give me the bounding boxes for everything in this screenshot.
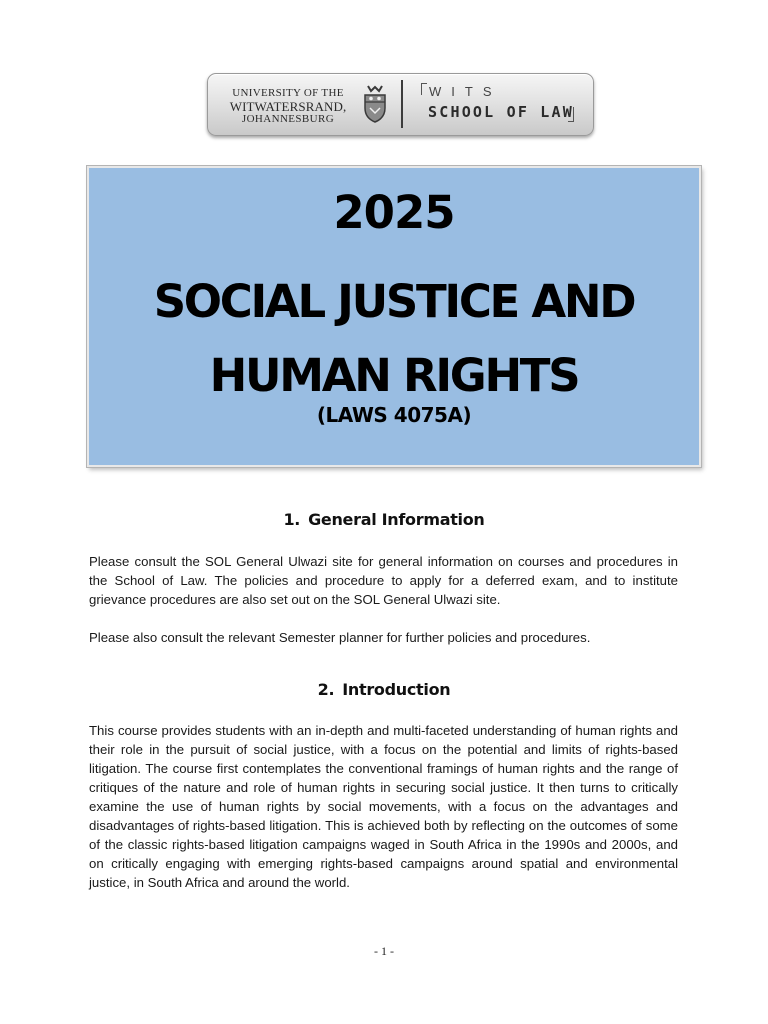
university-name-line1: UNIVERSITY OF THE [232, 87, 344, 99]
school-of-law-wordmark: SCHOOL OF LAW [428, 103, 574, 121]
university-name-line2: WITWATERSRAND, [229, 99, 347, 114]
university-logo-banner [207, 73, 594, 136]
section-title: Introduction [342, 680, 451, 699]
paragraph-introduction: This course provides students with an in-depth and multi-faceted understanding of human rights and their role in the pursuit of social justice, with a focus on the potential and limits of rights-based litigation. The course first contemplates the conventional framings of human rights and the range of critiques of the nature and role of human rights in securing social justice. It then turns to critically examine the use of human rights by social movements, with a focus on the advantages and disadvantages of rights-based litigation. This is achieved both by reflecting on the outcomes of some of the classic rights-based litigation campaigns waged in South Africa in the 1990s and 2000s, and on critically engaging with emerging rights-based campaigns around spatial and environmental justice, in South Africa and around the world. [89, 723, 678, 890]
page-number: - 1 - [374, 944, 394, 958]
university-name-line3: JOHANNESBURG [241, 113, 335, 125]
course-code: (LAWS 4075A) [316, 403, 472, 427]
paragraph-general-info: Please consult the SOL General Ulwazi site for general information on courses and procedures in the School of Law. The policies and procedure to apply for a deferred exam, and to institute grievance procedures are also set out on the SOL General Ulwazi site. [89, 554, 678, 607]
course-year: 2025 [333, 186, 455, 239]
university-name [214, 88, 362, 125]
logo-bracket-right [568, 107, 574, 122]
wits-wordmark: WITS [429, 84, 502, 99]
section-number: 1. [283, 510, 301, 529]
section-heading-introduction [0, 682, 768, 698]
course-title-line1: SOCIAL JUSTICE AND [153, 275, 635, 328]
section-number: 2. [317, 680, 335, 699]
course-title [89, 265, 699, 413]
paragraph-semester-planner: Please also consult the relevant Semester planner for further policies and procedures. [89, 630, 591, 645]
section-heading-general-information [0, 512, 768, 528]
course-title-box [87, 166, 701, 467]
crest-icon [362, 82, 388, 124]
section-title: General Information [308, 510, 485, 529]
logo-divider [401, 80, 403, 128]
logo-bracket-left [421, 83, 427, 95]
course-title-line2: HUMAN RIGHTS [209, 349, 579, 402]
